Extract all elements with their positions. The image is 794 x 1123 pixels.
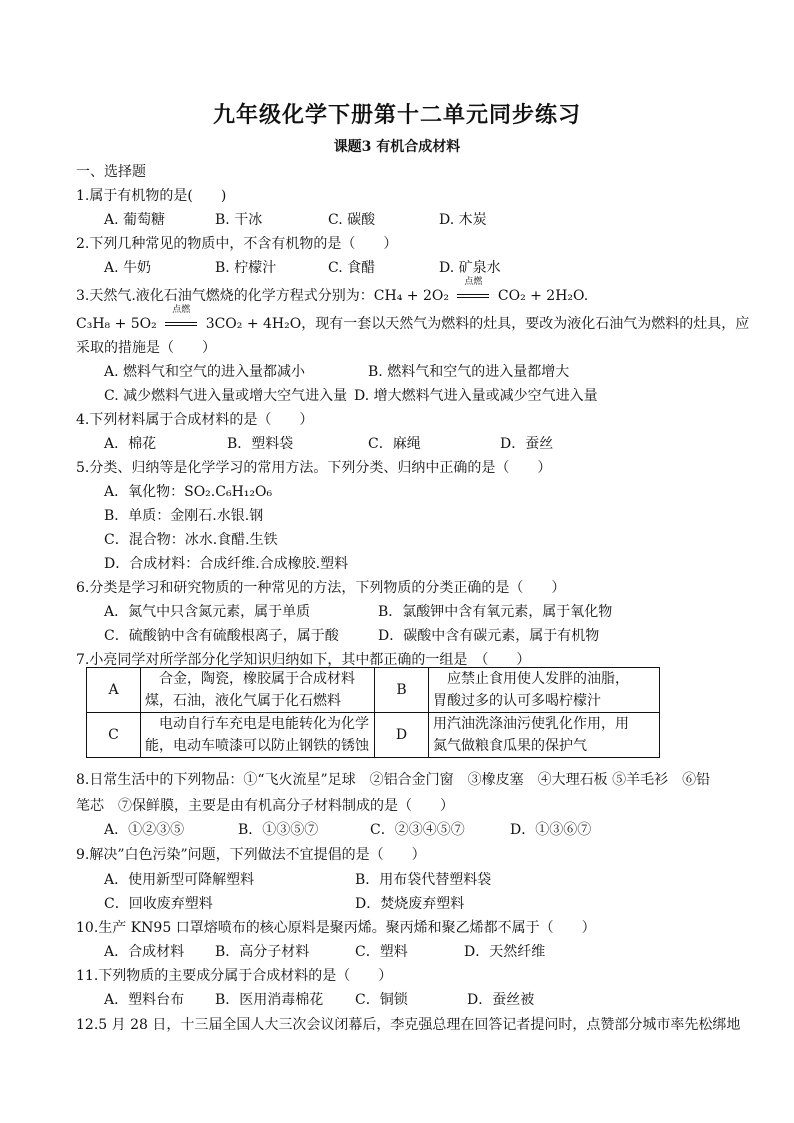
option-a: A. 牛奶: [104, 260, 152, 276]
question-3-stem-line-1: [76, 277, 589, 306]
cell-key-d: D: [375, 713, 429, 758]
equation-2-left: C₃H₈ + 5O₂: [76, 316, 157, 332]
table-row: [87, 713, 660, 758]
option-b: B．用布袋代替塑料袋: [355, 872, 492, 888]
equation-1-right: CO₂ + 2H₂O.: [497, 288, 589, 304]
question-7-table: [86, 667, 660, 758]
option-a: A. 葡萄糖: [104, 212, 166, 228]
question-1-stem: 1.属于有机物的是( ): [76, 188, 227, 204]
cell-content-a: [141, 668, 375, 713]
option-b: B．单质：金刚石.水银.钢: [104, 508, 264, 524]
reaction-condition: [453, 277, 493, 306]
option-c: C．硫酸钠中含有硫酸根离子，属于酸: [104, 628, 339, 644]
question-2-stem: 2.下列几种常见的物质中，不含有机物的是（ ）: [76, 236, 398, 252]
option-d: D．蚕丝: [500, 436, 554, 452]
question-8-stem-line-2: 笔芯 ⑦保鲜膜，主要是由有机高分子材料制成的是（ ）: [76, 798, 454, 814]
option-a: A．合成材料: [104, 944, 185, 960]
equation-1-left: 3.天然气.液化石油气燃烧的化学方程式分别为：CH₄ + 2O₂: [76, 288, 449, 304]
reaction-condition: [161, 305, 201, 334]
option-d: D．焚烧废弃塑料: [355, 896, 465, 912]
condition-label: 点燃: [172, 305, 191, 315]
question-6-stem: 6.分类是学习和研究物质的一种常见的方法，下列物质的分类正确的是（ ）: [76, 580, 566, 596]
cell-content-c: [141, 713, 375, 758]
question-7-stem: 7.小亮同学对所学部分化学知识归纳如下，其中都正确的一组是 （ ）: [76, 652, 531, 668]
cell-key-c: C: [87, 713, 141, 758]
option-c: C．塑料: [355, 944, 408, 960]
section-heading: 一、选择题: [76, 164, 146, 180]
question-3-stem-line-3: 采取的措施是（ ）: [76, 340, 216, 356]
question-10-stem: 10.生产 KN95 口罩熔喷布的核心原料是聚丙烯。聚丙烯和聚乙烯都不属于（ ）: [76, 920, 596, 936]
condition-label: 点燃: [464, 277, 483, 287]
option-b: B．氯酸钾中含有氧元素，属于氧化物: [378, 604, 613, 620]
option-b: B. 柠檬汁: [215, 260, 277, 276]
option-c: C．铜锁: [355, 992, 408, 1008]
option-a: A．①②③⑤: [104, 822, 185, 838]
page-title: 九年级化学下册第十二单元同步练习: [212, 102, 581, 128]
lesson-subtitle: 课题3 有机合成材料: [333, 139, 461, 155]
question-8-stem-line-1: 8.日常生活中的下列物品：①“飞火流星”足球 ②铝合金门窗 ③橡皮塞 ④大理石板 ⑤羊毛衫 ⑥铅: [76, 772, 711, 788]
option-d: D．碳酸中含有碳元素，属于有机物: [378, 628, 600, 644]
option-d: D．合成材料：合成纤维.合成橡胶.塑料: [104, 556, 349, 572]
option-b: B．高分子材料: [215, 944, 310, 960]
cell-key-a: A: [87, 668, 141, 713]
cell-line: 能，电动车喷漆可以防止钢铁的锈蚀: [145, 738, 369, 754]
cell-line: 合金，陶瓷，橡胶属于合成材料: [145, 671, 355, 687]
option-b: B．塑料袋: [227, 436, 294, 452]
double-bar-bottom: [457, 297, 489, 298]
option-a: A．使用新型可降解塑料: [104, 872, 255, 888]
question-9-stem: 9.解决”白色污染”问题，下列做法不宜提倡的是（ ）: [76, 847, 426, 863]
cell-line: 氮气做粮食瓜果的保护气: [433, 738, 587, 754]
cell-line: 电动自行车充电是电能转化为化学: [145, 716, 369, 732]
option-a: A．氮气中只含氮元素，属于单质: [104, 604, 311, 620]
cell-content-b: [429, 668, 660, 713]
cell-line: 胃酸过多的认可多喝柠檬汁: [433, 693, 601, 709]
option-c: C．回收废弃塑料: [104, 896, 213, 912]
question-3-stem-line-2: [76, 305, 750, 334]
option-c: C. 碳酸: [328, 212, 376, 228]
option-a: A．棉花: [104, 436, 157, 452]
option-a: A．氧化物：SO₂.C₆H₁₂O₆: [104, 484, 273, 500]
option-c: C．麻绳: [368, 436, 421, 452]
option-a: A. 燃料气和空气的进入量都减小: [104, 364, 306, 380]
option-d: D. 木炭: [439, 212, 487, 228]
option-b: B. 燃料气和空气的进入量都增大: [368, 364, 570, 380]
option-a: A．塑料台布: [104, 992, 185, 1008]
cell-content-d: [429, 713, 660, 758]
question-4-stem: 4.下列材料属于合成材料的是（ ）: [76, 412, 314, 428]
double-bar-bottom: [165, 325, 197, 326]
option-b: B．医用消毒棉花: [215, 992, 324, 1008]
double-bar-top: [165, 322, 197, 323]
cell-line: 应禁止食用使人发胖的油脂，: [433, 671, 629, 687]
question-5-stem: 5.分类、归纳等是化学学习的常用方法。下列分类、归纳中正确的是（ ）: [76, 460, 552, 476]
option-d: D. 矿泉水: [439, 260, 501, 276]
option-c: C．②③④⑤⑦: [370, 822, 465, 838]
option-c: C. 食醋: [328, 260, 376, 276]
cell-key-b: B: [375, 668, 429, 713]
question-12-stem: 12.5 月 28 日，十三届全国人大三次会议闭幕后，李克强总理在回答记者提问时，点赞部分城市率先松绑地: [76, 1017, 741, 1033]
option-c: C. 减少燃料气进入量或增大空气进入量: [104, 388, 348, 404]
table-row: [87, 668, 660, 713]
option-d: D．天然纤维: [464, 944, 546, 960]
question-11-stem: 11.下列物质的主要成分属于合成材料的是（ ）: [76, 968, 393, 984]
option-c: C．混合物：冰水.食醋.生铁: [104, 532, 278, 548]
option-d: D. 增大燃料气进入量或减少空气进入量: [354, 388, 598, 404]
option-b: B. 干冰: [215, 212, 263, 228]
equation-2-right: 3CO₂ + 4H₂O，现有一套以天然气为燃料的灶具，要改为液化石油气为燃料的灶具，应: [205, 316, 750, 332]
option-d: D．蚕丝被: [467, 992, 535, 1008]
cell-line: 用汽油洗涤油污使乳化作用，用: [433, 716, 629, 732]
cell-line: 煤，石油，液化气属于化石燃料: [145, 693, 341, 709]
option-b: B．①③⑤⑦: [238, 822, 319, 838]
option-d: D．①③⑥⑦: [510, 822, 592, 838]
double-bar-top: [457, 294, 489, 295]
